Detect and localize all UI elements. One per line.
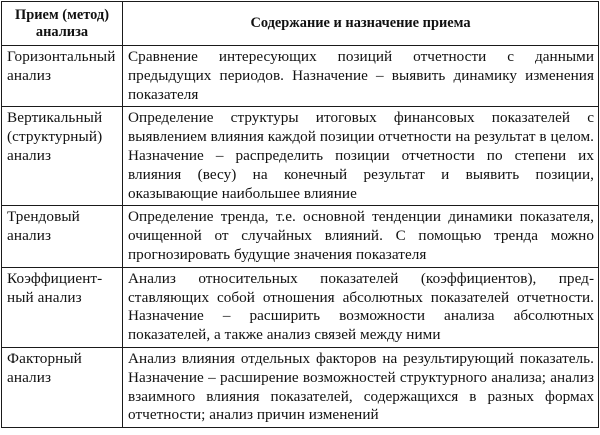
table-body [2, 46, 599, 428]
header-content: Содержание и назначение приема [123, 2, 599, 46]
table-row-vertical [2, 107, 599, 206]
method-cell: Коэффициентный анализ [2, 267, 123, 347]
analysis-methods-table [1, 1, 599, 428]
method-cell: Факторный анализ [2, 347, 123, 427]
description-cell: Определение структуры итоговых финансовых показателей с выявлением влияния каждой позиции отчетности на результат в целом. Назначение – распределить позиции отчетности по степени их влияния (весу) на конечный результат и выявить позиции, оказывающие наибольшее влияние [123, 107, 599, 206]
table-row-horizontal [2, 46, 599, 107]
description-cell: Анализ влияния отдельных факторов на результирующий показатель. Назначение – расширение возможностей структурного анализа; анализ взаимного влияния показателей, содержащихся в разных формах отчетности; анализ причин изменений [123, 347, 599, 427]
table-header [2, 2, 599, 46]
description-cell: Сравнение интересующих позиций отчетности с данными предыдущих периодов. Назначение – выявить динамику изменения показателя [123, 46, 599, 107]
description-cell: Анализ относительных показателей (коэффициентов), представляющих собой отношения абсолютных показателей отчетности. Назначение – расширить возможности анализа абсолютных показателей, а также анализ связей между ними [123, 267, 599, 347]
table-row-trend [2, 206, 599, 267]
table-row-factor [2, 347, 599, 427]
description-cell: Определение тренда, т.е. основной тенденции динамики показателя, очищенной от случайных влияний. С помощью тренда можно прогнозировать будущие значения показателя [123, 206, 599, 267]
method-cell: Горизонтальный анализ [2, 46, 123, 107]
method-cell: Трендовый анализ [2, 206, 123, 267]
method-cell: Вертикальный (структурный) анализ [2, 107, 123, 206]
header-row [2, 2, 599, 46]
table-row-ratio [2, 267, 599, 347]
header-method: Прием (метод) анализа [2, 2, 123, 46]
